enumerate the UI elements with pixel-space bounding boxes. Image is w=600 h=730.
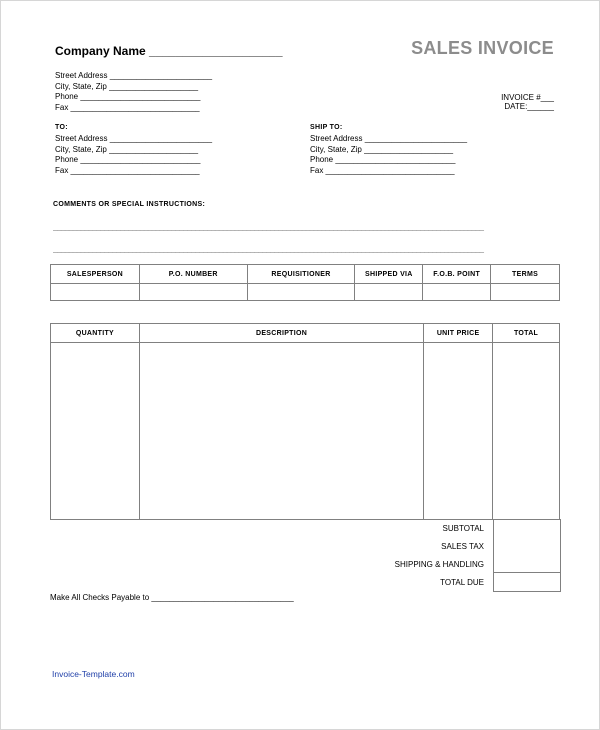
order-header-fob-point: F.O.B. POINT <box>423 265 491 284</box>
comments-label: COMMENTS OR SPECIAL INSTRUCTIONS: <box>53 201 206 208</box>
totals-value-column <box>493 519 561 592</box>
items-header-description: DESCRIPTION <box>139 324 423 343</box>
items-cell-unit-price[interactable] <box>424 343 493 520</box>
order-cell-terms[interactable] <box>491 284 560 301</box>
order-cell-fob-point[interactable] <box>423 284 491 301</box>
items-cell-description[interactable] <box>139 343 423 520</box>
items-table <box>50 323 560 520</box>
to-fax: Fax _____________________________ <box>55 165 200 175</box>
comments-line-2: _____________________________________________________________________________________________________________ <box>53 244 484 253</box>
items-cell-quantity[interactable] <box>51 343 140 520</box>
comments-line-1: _____________________________________________________________________________________________________________ <box>53 222 484 231</box>
ship-to-label: SHIP TO: <box>310 124 343 131</box>
subtotal-label: SUBTOTAL <box>442 524 484 533</box>
order-header-terms: TERMS <box>491 265 560 284</box>
ship-phone: Phone ___________________________ <box>310 155 456 164</box>
from-phone: Phone ___________________________ <box>55 92 201 101</box>
to-city: City, State, Zip ____________________ <box>55 144 199 154</box>
order-cell-salesperson[interactable] <box>51 284 140 301</box>
order-header-salesperson: SALESPERSON <box>51 265 140 284</box>
template-site-link[interactable]: Invoice-Template.com <box>52 669 135 679</box>
invoice-number-field: INVOICE #___ <box>501 93 554 102</box>
order-header-po-number: P.O. NUMBER <box>139 265 247 284</box>
to-address-block <box>55 134 212 176</box>
from-city: City, State, Zip ____________________ <box>55 81 199 91</box>
items-header-unit-price: UNIT PRICE <box>424 324 493 343</box>
order-header-shipped-via: SHIPPED VIA <box>355 265 423 284</box>
ship-city: City, State, Zip ____________________ <box>310 144 454 154</box>
ship-street: Street Address _______________________ <box>310 134 468 143</box>
page-title: SALES INVOICE <box>411 38 554 58</box>
ship-fax: Fax _____________________________ <box>310 165 455 175</box>
order-info-table <box>50 264 560 301</box>
items-header-quantity: QUANTITY <box>51 324 140 343</box>
items-cell-total[interactable] <box>493 343 560 520</box>
total-due-value-box[interactable] <box>493 572 560 573</box>
items-header-total: TOTAL <box>493 324 560 343</box>
order-cell-po-number[interactable] <box>139 284 247 301</box>
total-due-label: TOTAL DUE <box>440 578 484 587</box>
checks-payable-line: Make All Checks Payable to ________________________________ <box>50 593 294 602</box>
order-cell-requisitioner[interactable] <box>247 284 355 301</box>
ship-to-address-block <box>310 134 467 176</box>
shipping-handling-label: SHIPPING & HANDLING <box>394 560 484 569</box>
sales-tax-label: SALES TAX <box>441 542 484 551</box>
from-fax: Fax _____________________________ <box>55 102 200 112</box>
order-cell-shipped-via[interactable] <box>355 284 423 301</box>
order-header-requisitioner: REQUISITIONER <box>247 265 355 284</box>
company-name-field: Company Name ____________________ <box>55 44 283 58</box>
date-field: DATE:______ <box>504 102 554 111</box>
from-street: Street Address _______________________ <box>55 71 213 80</box>
to-street: Street Address _______________________ <box>55 134 213 143</box>
from-address-block <box>55 71 212 113</box>
to-phone: Phone ___________________________ <box>55 155 201 164</box>
to-label: TO: <box>55 124 68 131</box>
